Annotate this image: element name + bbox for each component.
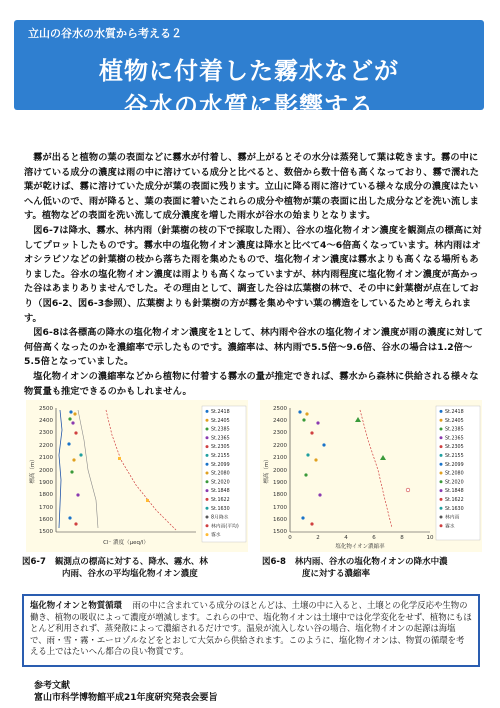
ytick: 2300 xyxy=(39,430,53,436)
point xyxy=(310,431,313,434)
reference-source: 富山市科学博物館平成21年度研究発表会要旨 xyxy=(34,693,218,703)
ytick: 2400 xyxy=(273,418,287,424)
references-heading: 参考文献 xyxy=(34,681,71,691)
caption-line: 林内雨、谷水の塩化物イオンの降水中濃 xyxy=(294,557,448,567)
ytick: 2000 xyxy=(39,468,53,474)
point xyxy=(79,453,82,456)
legend-label: St.2405 xyxy=(211,418,230,424)
figure-6-7-chart xyxy=(26,400,248,552)
point xyxy=(304,473,307,476)
point xyxy=(70,470,73,473)
point xyxy=(71,421,74,424)
legend-label: St.1622 xyxy=(445,498,464,503)
legend-label: St.2080 xyxy=(445,471,464,477)
point xyxy=(74,431,77,434)
legend-marker xyxy=(206,454,209,457)
point xyxy=(302,418,305,421)
fog-line xyxy=(106,410,176,530)
legend-marker xyxy=(440,454,443,457)
legend-label: St.1848 xyxy=(211,489,230,495)
caption-line: 度に対する濃縮率 xyxy=(302,569,371,579)
fig8-ylabel: 標高（m） xyxy=(264,456,270,484)
xtick: 10 xyxy=(426,535,434,541)
references xyxy=(34,680,218,704)
legend-marker xyxy=(440,498,443,501)
xtick: 2 xyxy=(316,535,320,541)
throughfall-line xyxy=(78,410,98,528)
fog-line xyxy=(360,410,392,528)
ytick: 1700 xyxy=(39,505,53,511)
xtick: 4 xyxy=(344,535,348,541)
ytick: 1800 xyxy=(273,492,287,498)
legend-label: St.2099 xyxy=(211,462,230,468)
legend-marker xyxy=(206,472,209,475)
fig7-ylabel: 標高（m） xyxy=(30,456,36,484)
legend-marker xyxy=(206,480,209,483)
legend-label: St.2418 xyxy=(445,410,464,415)
ytick: 1900 xyxy=(39,480,53,486)
caption-line: 内雨、谷水の平均塩化物イオン濃度 xyxy=(62,569,198,579)
fig8-xticks xyxy=(288,535,434,541)
legend-label: St.2099 xyxy=(445,462,464,468)
point xyxy=(322,443,325,446)
point xyxy=(72,458,75,461)
ytick: 1600 xyxy=(273,517,287,523)
legend-label: St.2155 xyxy=(211,454,230,459)
legend-label: St.1630 xyxy=(211,506,230,512)
point xyxy=(76,493,79,496)
ytick: 1900 xyxy=(273,480,287,486)
fig8-xlabel: 塩化物イオン濃縮率 xyxy=(335,544,385,550)
legend-marker xyxy=(440,524,443,527)
legend-marker xyxy=(206,436,209,439)
info-box xyxy=(22,594,480,667)
legend-label: St.2385 xyxy=(445,427,464,433)
legend-marker xyxy=(440,428,443,431)
legend-label: 霧水 xyxy=(445,524,455,530)
legend-marker xyxy=(440,507,443,510)
caption-number: 図6-8 xyxy=(262,557,286,567)
legend-label: St.2155 xyxy=(445,454,464,459)
page-title-line2: 谷水の水質に影響する xyxy=(124,92,374,120)
legend-marker xyxy=(206,524,209,527)
legend-marker xyxy=(206,419,209,422)
legend-label: St.1630 xyxy=(445,506,464,512)
fig7-plot-marks xyxy=(59,410,176,530)
legend-label: 林内雨(平均) xyxy=(211,524,239,530)
legend-marker xyxy=(206,445,209,448)
paragraph: 図6-7は降水、霧水、林内雨（針葉樹の枝の下で採取した雨）、谷水の塩化物イオン濃度を観測点の標高に対してプロットしたものです。霧水中の塩化物イオン濃度は降水と比べて4～6倍高くなっています。林内雨はオオシラビソなどの針葉樹の枝から落ちた雨を集めたもので、塩化物イオン濃度は霧水よりも高くなる場所もありました。谷水の塩化物イオン濃度は雨よりも高くなっていますが、林内雨程度に塩化物イオン濃度が高かった谷はあまりありませんでした。その理由として、調査した谷は広葉樹の林で、その中に針葉樹が点在しており（図6-2、図6-3参照）、広葉樹よりも針葉樹の方が霧を集めやすい葉の構造をしているためと考えられます。 xyxy=(24,224,482,324)
ytick: 1500 xyxy=(273,529,287,535)
ytick: 2100 xyxy=(273,455,287,461)
fig8-plot-marks xyxy=(298,410,409,528)
legend-label: St.1622 xyxy=(211,498,230,503)
ytick: 2400 xyxy=(39,418,53,424)
fig7-yticks xyxy=(39,406,53,535)
caption-number: 図6-7 xyxy=(22,557,46,567)
legend-label: 霧水 xyxy=(211,533,221,539)
series-title: 立山の谷水の水質から考える２ xyxy=(28,27,182,40)
title-banner xyxy=(14,20,484,120)
legend-marker xyxy=(440,489,443,492)
legend-label: St.2405 xyxy=(445,418,464,424)
ytick: 2500 xyxy=(39,406,53,412)
figure-6-8-caption xyxy=(262,556,488,580)
legend-marker xyxy=(206,410,209,413)
legend-marker xyxy=(440,480,443,483)
legend-label: St.2418 xyxy=(211,410,230,415)
legend-marker xyxy=(206,489,209,492)
legend-marker xyxy=(206,533,209,536)
legend-label: 8月降水 xyxy=(211,515,229,521)
point xyxy=(146,499,149,502)
article-body xyxy=(24,151,486,399)
point xyxy=(380,455,386,460)
legend-marker xyxy=(206,463,209,466)
legend-marker xyxy=(440,445,443,448)
legend-label: St.2305 xyxy=(445,445,464,451)
point xyxy=(298,410,301,413)
point xyxy=(305,412,308,415)
point xyxy=(67,442,70,445)
ytick: 1500 xyxy=(39,529,53,535)
legend-marker xyxy=(440,463,443,466)
page-title-line1: 植物に付着した霧水などが xyxy=(99,57,399,85)
legend-label: St.2020 xyxy=(445,480,464,486)
ytick: 2100 xyxy=(39,455,53,461)
point xyxy=(118,457,121,460)
legend-marker xyxy=(206,507,209,510)
point xyxy=(316,421,319,424)
fig8-yticks xyxy=(273,406,287,535)
paragraph: 図6-8は各標高の降水の塩化物イオン濃度を1として、林内雨や谷水の塩化物イオン濃度が雨の濃度に対して何倍高くなったのかを濃縮率で示したものです。濃縮率は、林内雨で5.5倍～9.6倍、谷水の場合は1.2倍～5.5倍となっていました。 xyxy=(24,327,484,368)
legend-label: St.2385 xyxy=(211,427,230,433)
legend-marker xyxy=(440,436,443,439)
legend-marker xyxy=(206,428,209,431)
legend-label: St.2020 xyxy=(211,480,230,486)
legend-marker xyxy=(440,419,443,422)
fig7-legend xyxy=(202,406,246,542)
fig7-xlabel: Cl⁻ 濃度（μeq/l） xyxy=(103,540,149,546)
point xyxy=(318,493,321,496)
point xyxy=(406,488,410,492)
legend-label: St.2365 xyxy=(445,436,464,442)
point xyxy=(301,516,304,519)
point xyxy=(310,522,313,525)
paragraph: 塩化物イオンの濃縮率などから植物に付着する霧水の量が推定できれば、霧水から森林に供給される様々な物質量も推定できるのかもしれません。 xyxy=(24,370,479,397)
legend-label: St.2080 xyxy=(211,471,230,477)
point xyxy=(355,417,361,422)
point xyxy=(314,458,317,461)
legend-label: St.2365 xyxy=(211,436,230,442)
point xyxy=(69,410,72,413)
ytick: 2300 xyxy=(273,430,287,436)
ytick: 2200 xyxy=(273,443,287,449)
point xyxy=(73,412,76,415)
info-box-title: 塩化物イオンと物質循環 xyxy=(30,600,122,610)
ytick: 1600 xyxy=(39,517,53,523)
legend-label: St.2305 xyxy=(211,445,230,451)
xtick: 0 xyxy=(288,535,292,541)
caption-line: 観測点の標高に対する、降水、霧水、林 xyxy=(54,557,208,567)
legend-label: St.1848 xyxy=(445,489,464,495)
figure-6-8-chart xyxy=(260,400,482,552)
point xyxy=(68,417,71,420)
legend-marker xyxy=(206,498,209,501)
point xyxy=(68,516,71,519)
ytick: 2000 xyxy=(273,468,287,474)
legend-marker xyxy=(440,472,443,475)
legend-marker xyxy=(206,516,209,519)
legend-marker xyxy=(440,516,443,519)
fig8-legend xyxy=(436,406,480,540)
paragraph: 霧が出ると植物の葉の表面などに霧水が付着し、霧が上がるとその水分は蒸発して葉は乾きます。霧の中に溶けている成分の濃度は雨の中に溶けている成分と比べると、数倍から数十倍も高くなっており、霧で濡れた葉が乾けば、霧に溶けていた成分が葉の表面に残ります。立山に降る雨に溶けている様々な成分の濃度はたいへん低いので、雨が降ると、葉の表面に着いたこれらの成分や植物が葉の表面に出した成分などを洗い流します。植物などの表面を洗い流して成分濃度を増した雨水が谷水の始まりとなります。 xyxy=(24,152,480,222)
point xyxy=(74,522,77,525)
info-box-text: 雨の中に含まれている成分のほとんどは、土壌の中に入ると、土壌との化学反応や生物の働き、植物の吸収によって濃度が増減します。これらの中で、塩化物イオンは土壌中では化学変化をせず、植物にもほとんど利用されず、蒸発散によって濃縮されるだけです。温泉が流入しない谷の場合、塩化物イオンの起源は海塩で、雨・雪・霧・エーロゾルなどをとおして大気から供給されます。このように、塩化物イオンは、物質の循環を考える上ではたいへん都合の良い物質です。 xyxy=(30,600,472,657)
ytick: 2200 xyxy=(39,443,53,449)
legend-label: 林内雨 xyxy=(445,515,460,521)
ytick: 2500 xyxy=(273,406,287,412)
ytick: 1700 xyxy=(273,505,287,511)
point xyxy=(306,453,309,456)
figure-6-7-caption xyxy=(22,556,252,580)
legend-marker xyxy=(440,410,443,413)
xtick: 6 xyxy=(372,535,376,541)
rain-line xyxy=(59,410,62,528)
ytick: 1800 xyxy=(39,492,53,498)
xtick: 8 xyxy=(400,535,404,541)
